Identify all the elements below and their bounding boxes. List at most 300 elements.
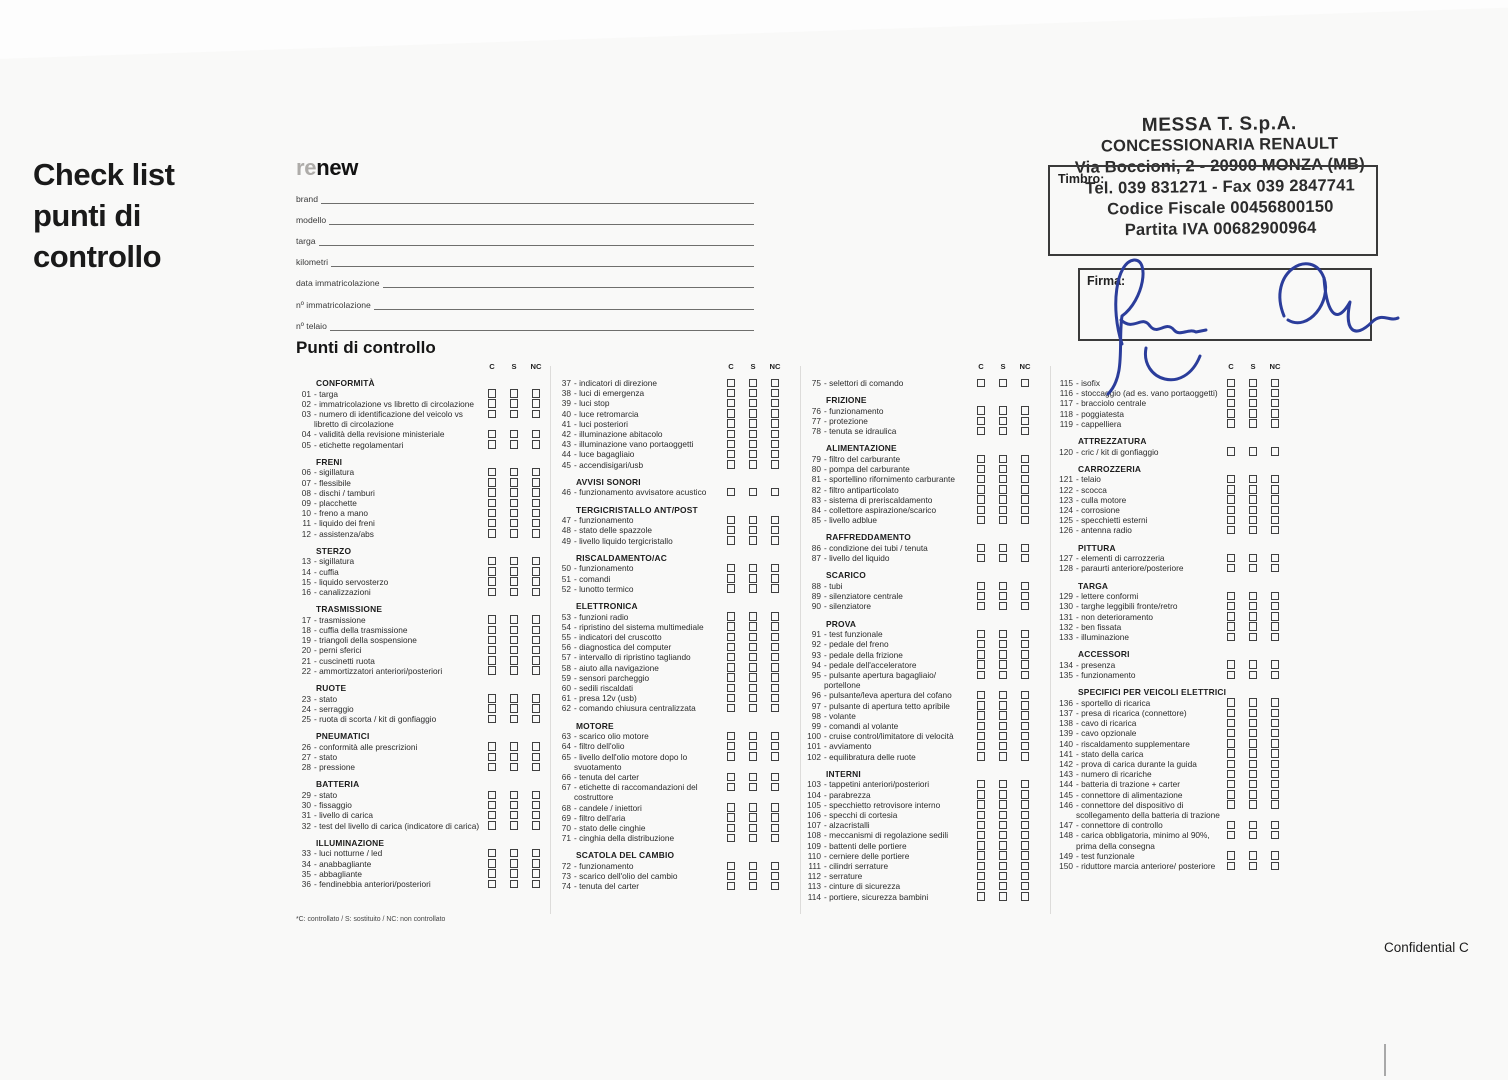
checkbox-95-nc[interactable]	[1021, 671, 1030, 680]
checkbox-107-c[interactable]	[977, 821, 986, 830]
checkbox-50-s[interactable]	[749, 564, 758, 573]
checkbox-65-s[interactable]	[749, 752, 758, 761]
checkbox-09-c[interactable]	[488, 499, 497, 508]
checkbox-99-c[interactable]	[977, 722, 986, 731]
checkbox-136-s[interactable]	[1249, 698, 1258, 707]
checkbox-106-c[interactable]	[977, 811, 986, 820]
checkbox-150-c[interactable]	[1227, 862, 1236, 871]
checkbox-07-s[interactable]	[510, 478, 519, 487]
checkbox-36-nc[interactable]	[532, 880, 541, 889]
checkbox-120-s[interactable]	[1249, 447, 1258, 456]
checkbox-141-c[interactable]	[1227, 749, 1236, 758]
checkbox-75-c[interactable]	[977, 379, 986, 388]
checkbox-52-c[interactable]	[727, 584, 736, 593]
checkbox-146-c[interactable]	[1227, 800, 1236, 809]
checkbox-114-c[interactable]	[977, 892, 986, 901]
checkbox-19-nc[interactable]	[532, 636, 541, 645]
checkbox-71-nc[interactable]	[771, 834, 780, 843]
checkbox-37-c[interactable]	[727, 379, 736, 388]
checkbox-70-s[interactable]	[749, 824, 758, 833]
checkbox-06-c[interactable]	[488, 468, 497, 477]
checkbox-74-nc[interactable]	[771, 882, 780, 891]
checkbox-119-s[interactable]	[1249, 419, 1258, 428]
checkbox-111-nc[interactable]	[1021, 862, 1030, 871]
checkbox-148-s[interactable]	[1249, 831, 1258, 840]
checkbox-111-c[interactable]	[977, 862, 986, 871]
checkbox-18-nc[interactable]	[532, 626, 541, 635]
checkbox-21-nc[interactable]	[532, 656, 541, 665]
checkbox-136-nc[interactable]	[1271, 698, 1280, 707]
checkbox-54-nc[interactable]	[771, 622, 780, 631]
checkbox-08-s[interactable]	[510, 488, 519, 497]
checkbox-123-nc[interactable]	[1271, 495, 1280, 504]
checkbox-12-nc[interactable]	[532, 529, 541, 538]
checkbox-11-nc[interactable]	[532, 519, 541, 528]
checkbox-88-s[interactable]	[999, 582, 1008, 591]
checkbox-81-c[interactable]	[977, 475, 986, 484]
checkbox-04-s[interactable]	[510, 430, 519, 439]
checkbox-49-nc[interactable]	[771, 536, 780, 545]
checkbox-43-nc[interactable]	[771, 440, 780, 449]
checkbox-42-nc[interactable]	[771, 430, 780, 439]
checkbox-121-c[interactable]	[1227, 475, 1236, 484]
checkbox-124-s[interactable]	[1249, 506, 1258, 515]
checkbox-140-nc[interactable]	[1271, 739, 1280, 748]
checkbox-67-s[interactable]	[749, 783, 758, 792]
checkbox-41-s[interactable]	[749, 419, 758, 428]
checkbox-92-c[interactable]	[977, 640, 986, 649]
checkbox-129-s[interactable]	[1249, 592, 1258, 601]
checkbox-145-c[interactable]	[1227, 790, 1236, 799]
checkbox-79-c[interactable]	[977, 455, 986, 464]
checkbox-59-c[interactable]	[727, 673, 736, 682]
checkbox-61-nc[interactable]	[771, 694, 780, 703]
checkbox-19-s[interactable]	[510, 636, 519, 645]
checkbox-146-nc[interactable]	[1271, 800, 1280, 809]
checkbox-29-c[interactable]	[488, 791, 497, 800]
checkbox-08-c[interactable]	[488, 488, 497, 497]
checkbox-03-nc[interactable]	[532, 410, 541, 419]
checkbox-119-nc[interactable]	[1271, 419, 1280, 428]
checkbox-64-s[interactable]	[749, 742, 758, 751]
checkbox-114-s[interactable]	[999, 892, 1008, 901]
checkbox-149-c[interactable]	[1227, 851, 1236, 860]
checkbox-51-c[interactable]	[727, 574, 736, 583]
checkbox-53-c[interactable]	[727, 612, 736, 621]
checkbox-26-s[interactable]	[510, 742, 519, 751]
checkbox-100-s[interactable]	[999, 732, 1008, 741]
checkbox-05-s[interactable]	[510, 440, 519, 449]
checkbox-39-nc[interactable]	[771, 399, 780, 408]
checkbox-24-nc[interactable]	[532, 704, 541, 713]
checkbox-98-nc[interactable]	[1021, 711, 1030, 720]
checkbox-62-nc[interactable]	[771, 704, 780, 713]
checkbox-51-nc[interactable]	[771, 574, 780, 583]
checkbox-33-nc[interactable]	[532, 849, 541, 858]
checkbox-141-s[interactable]	[1249, 749, 1258, 758]
checkbox-148-c[interactable]	[1227, 831, 1236, 840]
checkbox-97-s[interactable]	[999, 701, 1008, 710]
field-input-line[interactable]	[383, 286, 754, 288]
checkbox-55-s[interactable]	[749, 633, 758, 642]
checkbox-61-s[interactable]	[749, 694, 758, 703]
checkbox-97-c[interactable]	[977, 701, 986, 710]
checkbox-76-s[interactable]	[999, 406, 1008, 415]
checkbox-143-s[interactable]	[1249, 770, 1258, 779]
checkbox-64-nc[interactable]	[771, 742, 780, 751]
checkbox-18-c[interactable]	[488, 626, 497, 635]
checkbox-89-s[interactable]	[999, 592, 1008, 601]
checkbox-24-s[interactable]	[510, 704, 519, 713]
checkbox-21-s[interactable]	[510, 656, 519, 665]
checkbox-25-nc[interactable]	[532, 715, 541, 724]
checkbox-97-nc[interactable]	[1021, 701, 1030, 710]
checkbox-118-c[interactable]	[1227, 409, 1236, 418]
checkbox-139-s[interactable]	[1249, 729, 1258, 738]
checkbox-67-nc[interactable]	[771, 783, 780, 792]
checkbox-16-s[interactable]	[510, 588, 519, 597]
checkbox-69-s[interactable]	[749, 813, 758, 822]
checkbox-54-s[interactable]	[749, 622, 758, 631]
checkbox-58-s[interactable]	[749, 663, 758, 672]
checkbox-122-nc[interactable]	[1271, 485, 1280, 494]
checkbox-103-nc[interactable]	[1021, 780, 1030, 789]
checkbox-35-s[interactable]	[510, 869, 519, 878]
checkbox-25-c[interactable]	[488, 715, 497, 724]
checkbox-31-c[interactable]	[488, 811, 497, 820]
checkbox-23-c[interactable]	[488, 694, 497, 703]
checkbox-79-nc[interactable]	[1021, 455, 1030, 464]
checkbox-40-s[interactable]	[749, 409, 758, 418]
checkbox-98-c[interactable]	[977, 711, 986, 720]
checkbox-102-s[interactable]	[999, 752, 1008, 761]
checkbox-44-s[interactable]	[749, 450, 758, 459]
checkbox-53-nc[interactable]	[771, 612, 780, 621]
checkbox-14-c[interactable]	[488, 567, 497, 576]
checkbox-101-nc[interactable]	[1021, 742, 1030, 751]
checkbox-46-nc[interactable]	[771, 488, 780, 497]
checkbox-11-c[interactable]	[488, 519, 497, 528]
checkbox-144-s[interactable]	[1249, 780, 1258, 789]
checkbox-06-nc[interactable]	[532, 468, 541, 477]
checkbox-69-nc[interactable]	[771, 813, 780, 822]
checkbox-35-nc[interactable]	[532, 869, 541, 878]
checkbox-37-s[interactable]	[749, 379, 758, 388]
checkbox-91-nc[interactable]	[1021, 630, 1030, 639]
checkbox-145-nc[interactable]	[1271, 790, 1280, 799]
checkbox-70-c[interactable]	[727, 824, 736, 833]
checkbox-122-c[interactable]	[1227, 485, 1236, 494]
checkbox-150-s[interactable]	[1249, 862, 1258, 871]
checkbox-41-c[interactable]	[727, 419, 736, 428]
checkbox-104-c[interactable]	[977, 790, 986, 799]
checkbox-134-s[interactable]	[1249, 660, 1258, 669]
checkbox-57-nc[interactable]	[771, 653, 780, 662]
checkbox-17-c[interactable]	[488, 615, 497, 624]
checkbox-28-c[interactable]	[488, 763, 497, 772]
checkbox-36-s[interactable]	[510, 880, 519, 889]
checkbox-12-c[interactable]	[488, 529, 497, 538]
checkbox-27-nc[interactable]	[532, 753, 541, 762]
checkbox-82-s[interactable]	[999, 485, 1008, 494]
checkbox-128-s[interactable]	[1249, 564, 1258, 573]
checkbox-66-s[interactable]	[749, 773, 758, 782]
checkbox-78-s[interactable]	[999, 427, 1008, 436]
checkbox-15-s[interactable]	[510, 577, 519, 586]
checkbox-131-nc[interactable]	[1271, 612, 1280, 621]
checkbox-123-c[interactable]	[1227, 495, 1236, 504]
checkbox-17-s[interactable]	[510, 615, 519, 624]
checkbox-139-nc[interactable]	[1271, 729, 1280, 738]
checkbox-45-c[interactable]	[727, 460, 736, 469]
checkbox-13-s[interactable]	[510, 557, 519, 566]
checkbox-22-s[interactable]	[510, 666, 519, 675]
checkbox-78-c[interactable]	[977, 427, 986, 436]
checkbox-39-c[interactable]	[727, 399, 736, 408]
checkbox-38-nc[interactable]	[771, 389, 780, 398]
checkbox-126-s[interactable]	[1249, 526, 1258, 535]
checkbox-106-nc[interactable]	[1021, 811, 1030, 820]
checkbox-80-s[interactable]	[999, 465, 1008, 474]
checkbox-59-s[interactable]	[749, 673, 758, 682]
checkbox-87-nc[interactable]	[1021, 554, 1030, 563]
checkbox-60-s[interactable]	[749, 684, 758, 693]
checkbox-16-c[interactable]	[488, 588, 497, 597]
checkbox-86-nc[interactable]	[1021, 544, 1030, 553]
checkbox-44-nc[interactable]	[771, 450, 780, 459]
checkbox-32-s[interactable]	[510, 821, 519, 830]
checkbox-42-c[interactable]	[727, 430, 736, 439]
checkbox-91-c[interactable]	[977, 630, 986, 639]
checkbox-132-c[interactable]	[1227, 622, 1236, 631]
checkbox-22-nc[interactable]	[532, 666, 541, 675]
checkbox-95-c[interactable]	[977, 671, 986, 680]
checkbox-137-c[interactable]	[1227, 709, 1236, 718]
checkbox-66-nc[interactable]	[771, 773, 780, 782]
checkbox-29-nc[interactable]	[532, 791, 541, 800]
checkbox-17-nc[interactable]	[532, 615, 541, 624]
checkbox-88-c[interactable]	[977, 582, 986, 591]
checkbox-117-c[interactable]	[1227, 399, 1236, 408]
checkbox-67-c[interactable]	[727, 783, 736, 792]
checkbox-04-c[interactable]	[488, 430, 497, 439]
checkbox-142-s[interactable]	[1249, 760, 1258, 769]
checkbox-43-s[interactable]	[749, 440, 758, 449]
checkbox-84-nc[interactable]	[1021, 506, 1030, 515]
checkbox-90-nc[interactable]	[1021, 602, 1030, 611]
checkbox-31-s[interactable]	[510, 811, 519, 820]
checkbox-135-s[interactable]	[1249, 671, 1258, 680]
checkbox-85-c[interactable]	[977, 516, 986, 525]
checkbox-113-c[interactable]	[977, 882, 986, 891]
checkbox-118-s[interactable]	[1249, 409, 1258, 418]
checkbox-143-nc[interactable]	[1271, 770, 1280, 779]
checkbox-96-nc[interactable]	[1021, 691, 1030, 700]
checkbox-112-nc[interactable]	[1021, 872, 1030, 881]
checkbox-109-s[interactable]	[999, 841, 1008, 850]
checkbox-86-c[interactable]	[977, 544, 986, 553]
checkbox-131-s[interactable]	[1249, 612, 1258, 621]
checkbox-134-c[interactable]	[1227, 660, 1236, 669]
checkbox-77-c[interactable]	[977, 417, 986, 426]
checkbox-90-s[interactable]	[999, 602, 1008, 611]
checkbox-01-c[interactable]	[488, 389, 497, 398]
checkbox-128-nc[interactable]	[1271, 564, 1280, 573]
checkbox-133-s[interactable]	[1249, 633, 1258, 642]
checkbox-85-nc[interactable]	[1021, 516, 1030, 525]
checkbox-58-c[interactable]	[727, 663, 736, 672]
checkbox-108-nc[interactable]	[1021, 831, 1030, 840]
checkbox-32-nc[interactable]	[532, 821, 541, 830]
checkbox-133-c[interactable]	[1227, 633, 1236, 642]
checkbox-126-c[interactable]	[1227, 526, 1236, 535]
checkbox-131-c[interactable]	[1227, 612, 1236, 621]
checkbox-01-nc[interactable]	[532, 389, 541, 398]
checkbox-71-s[interactable]	[749, 834, 758, 843]
checkbox-04-nc[interactable]	[532, 430, 541, 439]
checkbox-99-s[interactable]	[999, 722, 1008, 731]
checkbox-24-c[interactable]	[488, 704, 497, 713]
checkbox-62-c[interactable]	[727, 704, 736, 713]
checkbox-76-nc[interactable]	[1021, 406, 1030, 415]
checkbox-02-c[interactable]	[488, 399, 497, 408]
checkbox-47-c[interactable]	[727, 516, 736, 525]
checkbox-56-nc[interactable]	[771, 643, 780, 652]
checkbox-40-c[interactable]	[727, 409, 736, 418]
checkbox-137-s[interactable]	[1249, 709, 1258, 718]
checkbox-77-s[interactable]	[999, 417, 1008, 426]
checkbox-92-nc[interactable]	[1021, 640, 1030, 649]
checkbox-25-s[interactable]	[510, 715, 519, 724]
checkbox-142-nc[interactable]	[1271, 760, 1280, 769]
checkbox-132-s[interactable]	[1249, 622, 1258, 631]
checkbox-107-s[interactable]	[999, 821, 1008, 830]
checkbox-103-c[interactable]	[977, 780, 986, 789]
checkbox-72-s[interactable]	[749, 862, 758, 871]
checkbox-10-s[interactable]	[510, 509, 519, 518]
checkbox-63-nc[interactable]	[771, 732, 780, 741]
checkbox-09-nc[interactable]	[532, 499, 541, 508]
checkbox-84-c[interactable]	[977, 506, 986, 515]
checkbox-107-nc[interactable]	[1021, 821, 1030, 830]
checkbox-129-c[interactable]	[1227, 592, 1236, 601]
checkbox-113-s[interactable]	[999, 882, 1008, 891]
checkbox-65-c[interactable]	[727, 752, 736, 761]
checkbox-130-c[interactable]	[1227, 602, 1236, 611]
checkbox-75-s[interactable]	[999, 379, 1008, 388]
checkbox-01-s[interactable]	[510, 389, 519, 398]
checkbox-53-s[interactable]	[749, 612, 758, 621]
checkbox-83-s[interactable]	[999, 495, 1008, 504]
checkbox-137-nc[interactable]	[1271, 709, 1280, 718]
checkbox-47-s[interactable]	[749, 516, 758, 525]
checkbox-76-c[interactable]	[977, 406, 986, 415]
checkbox-134-nc[interactable]	[1271, 660, 1280, 669]
checkbox-27-s[interactable]	[510, 753, 519, 762]
checkbox-111-s[interactable]	[999, 862, 1008, 871]
checkbox-20-c[interactable]	[488, 646, 497, 655]
checkbox-70-nc[interactable]	[771, 824, 780, 833]
checkbox-90-c[interactable]	[977, 602, 986, 611]
checkbox-109-nc[interactable]	[1021, 841, 1030, 850]
checkbox-08-nc[interactable]	[532, 488, 541, 497]
checkbox-42-s[interactable]	[749, 430, 758, 439]
checkbox-94-c[interactable]	[977, 660, 986, 669]
checkbox-126-nc[interactable]	[1271, 526, 1280, 535]
checkbox-125-nc[interactable]	[1271, 516, 1280, 525]
checkbox-30-nc[interactable]	[532, 801, 541, 810]
checkbox-52-s[interactable]	[749, 584, 758, 593]
checkbox-02-s[interactable]	[510, 399, 519, 408]
checkbox-13-c[interactable]	[488, 557, 497, 566]
checkbox-74-s[interactable]	[749, 882, 758, 891]
checkbox-124-c[interactable]	[1227, 506, 1236, 515]
checkbox-57-s[interactable]	[749, 653, 758, 662]
checkbox-74-c[interactable]	[727, 882, 736, 891]
checkbox-94-s[interactable]	[999, 660, 1008, 669]
checkbox-139-c[interactable]	[1227, 729, 1236, 738]
checkbox-101-c[interactable]	[977, 742, 986, 751]
checkbox-113-nc[interactable]	[1021, 882, 1030, 891]
checkbox-14-nc[interactable]	[532, 567, 541, 576]
checkbox-68-s[interactable]	[749, 803, 758, 812]
checkbox-106-s[interactable]	[999, 811, 1008, 820]
checkbox-63-c[interactable]	[727, 732, 736, 741]
checkbox-50-nc[interactable]	[771, 564, 780, 573]
checkbox-50-c[interactable]	[727, 564, 736, 573]
checkbox-46-s[interactable]	[749, 488, 758, 497]
checkbox-68-nc[interactable]	[771, 803, 780, 812]
checkbox-143-c[interactable]	[1227, 770, 1236, 779]
checkbox-28-nc[interactable]	[532, 763, 541, 772]
checkbox-81-nc[interactable]	[1021, 475, 1030, 484]
checkbox-96-s[interactable]	[999, 691, 1008, 700]
checkbox-144-c[interactable]	[1227, 780, 1236, 789]
checkbox-85-s[interactable]	[999, 516, 1008, 525]
checkbox-99-nc[interactable]	[1021, 722, 1030, 731]
checkbox-22-c[interactable]	[488, 666, 497, 675]
checkbox-140-s[interactable]	[1249, 739, 1258, 748]
checkbox-49-c[interactable]	[727, 536, 736, 545]
checkbox-102-c[interactable]	[977, 752, 986, 761]
checkbox-33-c[interactable]	[488, 849, 497, 858]
checkbox-82-nc[interactable]	[1021, 485, 1030, 494]
checkbox-149-nc[interactable]	[1271, 851, 1280, 860]
checkbox-73-s[interactable]	[749, 872, 758, 881]
checkbox-125-c[interactable]	[1227, 516, 1236, 525]
checkbox-112-c[interactable]	[977, 872, 986, 881]
checkbox-09-s[interactable]	[510, 499, 519, 508]
checkbox-34-s[interactable]	[510, 859, 519, 868]
checkbox-23-nc[interactable]	[532, 694, 541, 703]
checkbox-89-nc[interactable]	[1021, 592, 1030, 601]
checkbox-54-c[interactable]	[727, 622, 736, 631]
checkbox-15-nc[interactable]	[532, 577, 541, 586]
checkbox-30-c[interactable]	[488, 801, 497, 810]
checkbox-48-nc[interactable]	[771, 526, 780, 535]
checkbox-52-nc[interactable]	[771, 584, 780, 593]
checkbox-105-c[interactable]	[977, 800, 986, 809]
checkbox-02-nc[interactable]	[532, 399, 541, 408]
checkbox-80-nc[interactable]	[1021, 465, 1030, 474]
checkbox-130-nc[interactable]	[1271, 602, 1280, 611]
checkbox-138-nc[interactable]	[1271, 719, 1280, 728]
checkbox-32-c[interactable]	[488, 821, 497, 830]
checkbox-61-c[interactable]	[727, 694, 736, 703]
checkbox-72-c[interactable]	[727, 862, 736, 871]
checkbox-142-c[interactable]	[1227, 760, 1236, 769]
checkbox-123-s[interactable]	[1249, 495, 1258, 504]
